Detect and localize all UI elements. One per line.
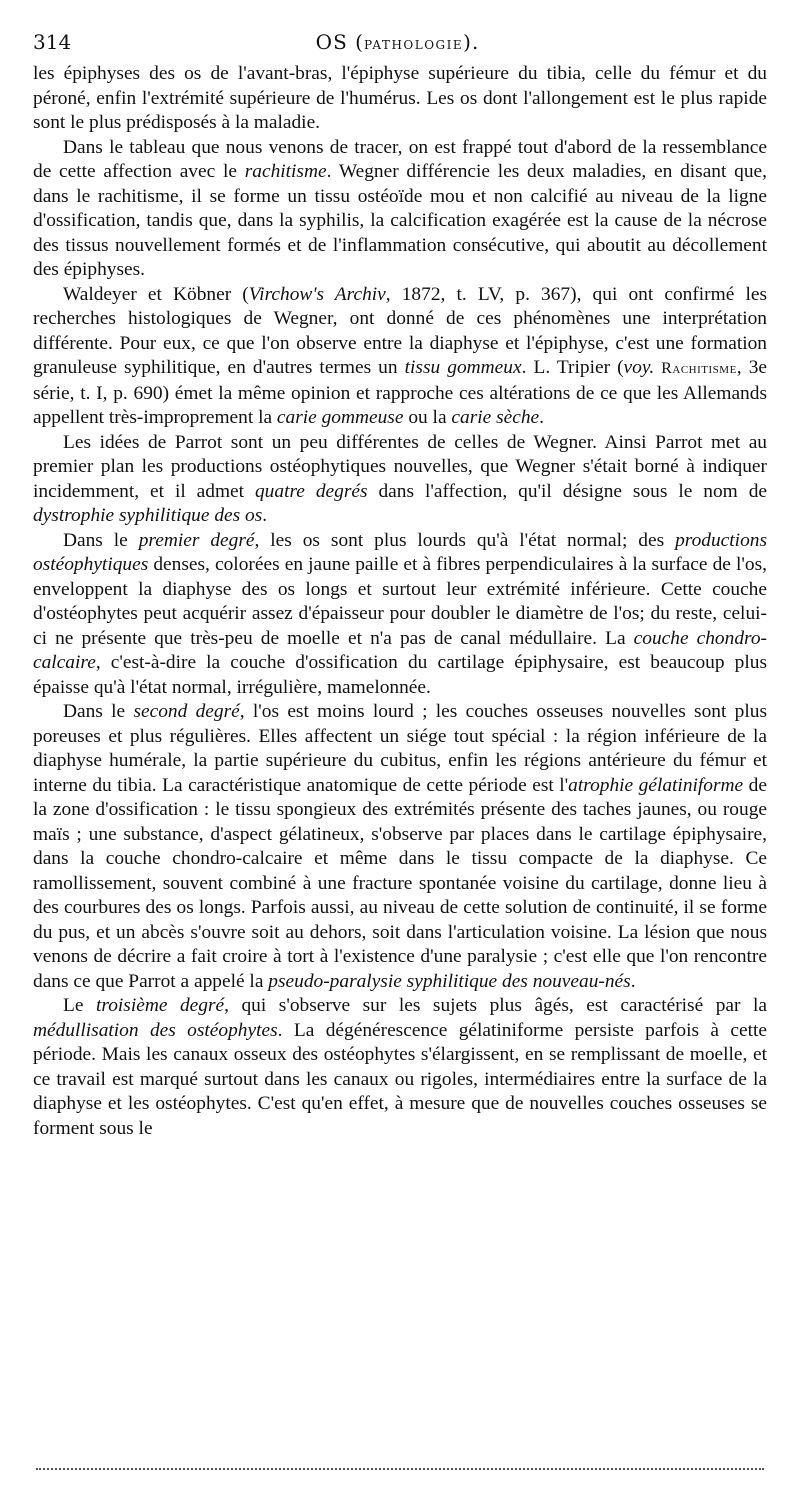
text-run: . [262,505,268,526]
italic-text: voy. [623,357,655,378]
text-run: Le [63,995,96,1016]
paragraph [33,431,767,529]
paragraph [33,62,767,136]
italic-text: tissu gommeux [404,357,522,378]
small-caps-text: Rachitisme [661,360,737,377]
text-run: . [539,407,545,428]
italic-text: quatre degrés [254,480,368,502]
text-run: Dans le [63,529,139,551]
text-run: denses, colorées en jaune paille et à fibres perpendiculaires à la surface de l'os, enveloppent la diaphyse des os longs et surtout leur extrémité inférieure. Cette couche d'ostéophytes peut acquérir assez d'épaisseur pour doubler le diamètre de l'os; du reste, celui-ci ne présente que très-peu de moelle et n'a pas de canal médullaire. La [33,554,767,649]
text-run: Les idées de Parrot sont un peu différentes de celles de Wegner. Ainsi Parrot met au premier plan les productions ostéophytiques nouvelles, que Wegner s'était borné à indiquer incidemment, et il admet [33,431,767,502]
text-run: Dans le [63,701,134,722]
italic-text: médullisation des ostéophytes [33,1019,278,1041]
italic-text: rachitisme [244,161,327,182]
running-title-main: OS [315,30,348,54]
text-run: , c'est-à-dire la couche d'ossification du cartilage épiphysaire, est beaucoup plus épaisse qu'à l'état normal, irrégulière, mamelonnée. [33,652,767,698]
text-run: les épiphyses des os de l'avant-bras, l'épiphyse supérieure du tibia, celle du fémur et du péroné, enfin l'extrémité supérieure de l'humérus. Les os dont l'allongement est le plus rapide sont le plus prédisposés à la maladie. [33,63,767,133]
text-run: . Wegner différencie les deux maladies, en disant que, dans le rachitisme, il se forme un tissu ostéoïde mou et non calcifié au niveau de la ligne d'ossification, tandis que, dans la syphilis, la calcification exagérée est la cause de la nécrose des tissus nouvellement formés et de l'inflammation consécutive, qui aboutit au décollement des épiphyses. [33,161,767,280]
text-run: Dans le tableau que nous venons de tracer, on est frappé tout d'abord de la ressemblance de cette affection avec le [33,136,767,182]
text-run: . [630,970,636,992]
running-title-section: PATHOLOGIE [363,38,464,52]
text-run: de la zone d'ossification : le tissu spongieux des extrémités présente des taches jaunes, ou rouge maïs ; une substance, d'aspect gélatineux, s'observe par places dans le cartilage épiphysaire, dans la couche chondro-calcaire et même dans le tissu compacte de la diaphyse. Ce ramollissement, souvent combiné à une fracture spontanée voisine du cartilage, donne lieu à des courbures des os longs. Parfois aussi, au niveau de cette solution de continuité, il se forme du pus, et un abcès s'ouvre soit au dehors, soit dans l'articulation voisine. La lésion que nous venons de décrire a fait croire à tort à l'existence d'une paralysie ; c'est elle que l'on rencontre dans ce que Parrot a appelé la [33,774,767,992]
italic-text: premier degré [138,529,255,551]
text-run: , 1872, t. LV, p. 367), qui ont confirmé les recherches histologiques de Wegner, ont donné de ces phénomènes une interprétation différente. Pour eux, ce que l'on observe entre la diaphyse et l'épiphyse, c'est une formation granuleuse syphilitique, en d'autres termes un [33,283,767,378]
italic-text: Virchow's Archiv [248,283,386,305]
italic-text: carie sèche [451,407,540,428]
page-header [33,30,762,56]
paragraph [33,136,767,283]
text-run: dans l'affection, qu'il désigne sous le nom de [367,480,767,502]
italic-text: carie gommeuse [276,407,404,428]
text-run: , 3e série, t. I, p. 690) émet la même opinion et rapproche ces altérations de ce que les Allemands appellent très-improprement la [33,357,768,428]
italic-text: troisième degré [95,995,225,1016]
paragraph [33,700,767,994]
page-number: 314 [33,30,72,54]
paragraph [33,283,767,431]
italic-text: second degré [133,701,240,722]
italic-text: atrophie gélatiniforme [568,774,744,796]
italic-text: couche chondro-calcaire [33,627,767,673]
text-run: . L. Tripier ( [521,357,624,378]
text-run: , l'os est moins lourd ; les couches osseuses nouvelles sont plus poreuses et plus régulières. Elles affectent un siége tout spécial : la région inférieure de la diaphyse humérale, la partie supérieure du cubitus, enfin les régions antérieure du fémur et interne du tibia. La caractéristique anatomique de cette période est l' [33,701,767,796]
text-run: , qui s'observe sur les sujets plus âgés, est caractérisé par la [224,995,767,1016]
footer-dotted-rule [36,1468,764,1470]
paragraph [33,994,767,1141]
paragraph [33,529,767,701]
body-text [33,62,767,1141]
italic-text: dystrophie syphilitique des os [33,505,263,526]
text-run: Waldeyer et Köbner ( [63,283,249,305]
italic-text: productions ostéophytiques [33,529,768,575]
text-run: , les os sont plus lourds qu'à l'état normal; des [254,529,676,551]
text-run: ou la [403,407,452,428]
italic-text: pseudo-paralysie syphilitique des nouveau-nés [268,970,631,992]
text-run: . La dégénérescence gélatiniforme persiste parfois à cette période. Mais les canaux osseux des ostéophytes s'élargissent, en se remplissant de moelle, et ce travail est marqué surtout dans les canaux ou rigoles, intermédiaires entre la surface de la diaphyse et les ostéophytes. C'est qu'en effet, à mesure que de nouvelles couches osseuses se forment sous le [33,1019,767,1139]
running-title: OS (PATHOLOGIE). [315,30,480,54]
